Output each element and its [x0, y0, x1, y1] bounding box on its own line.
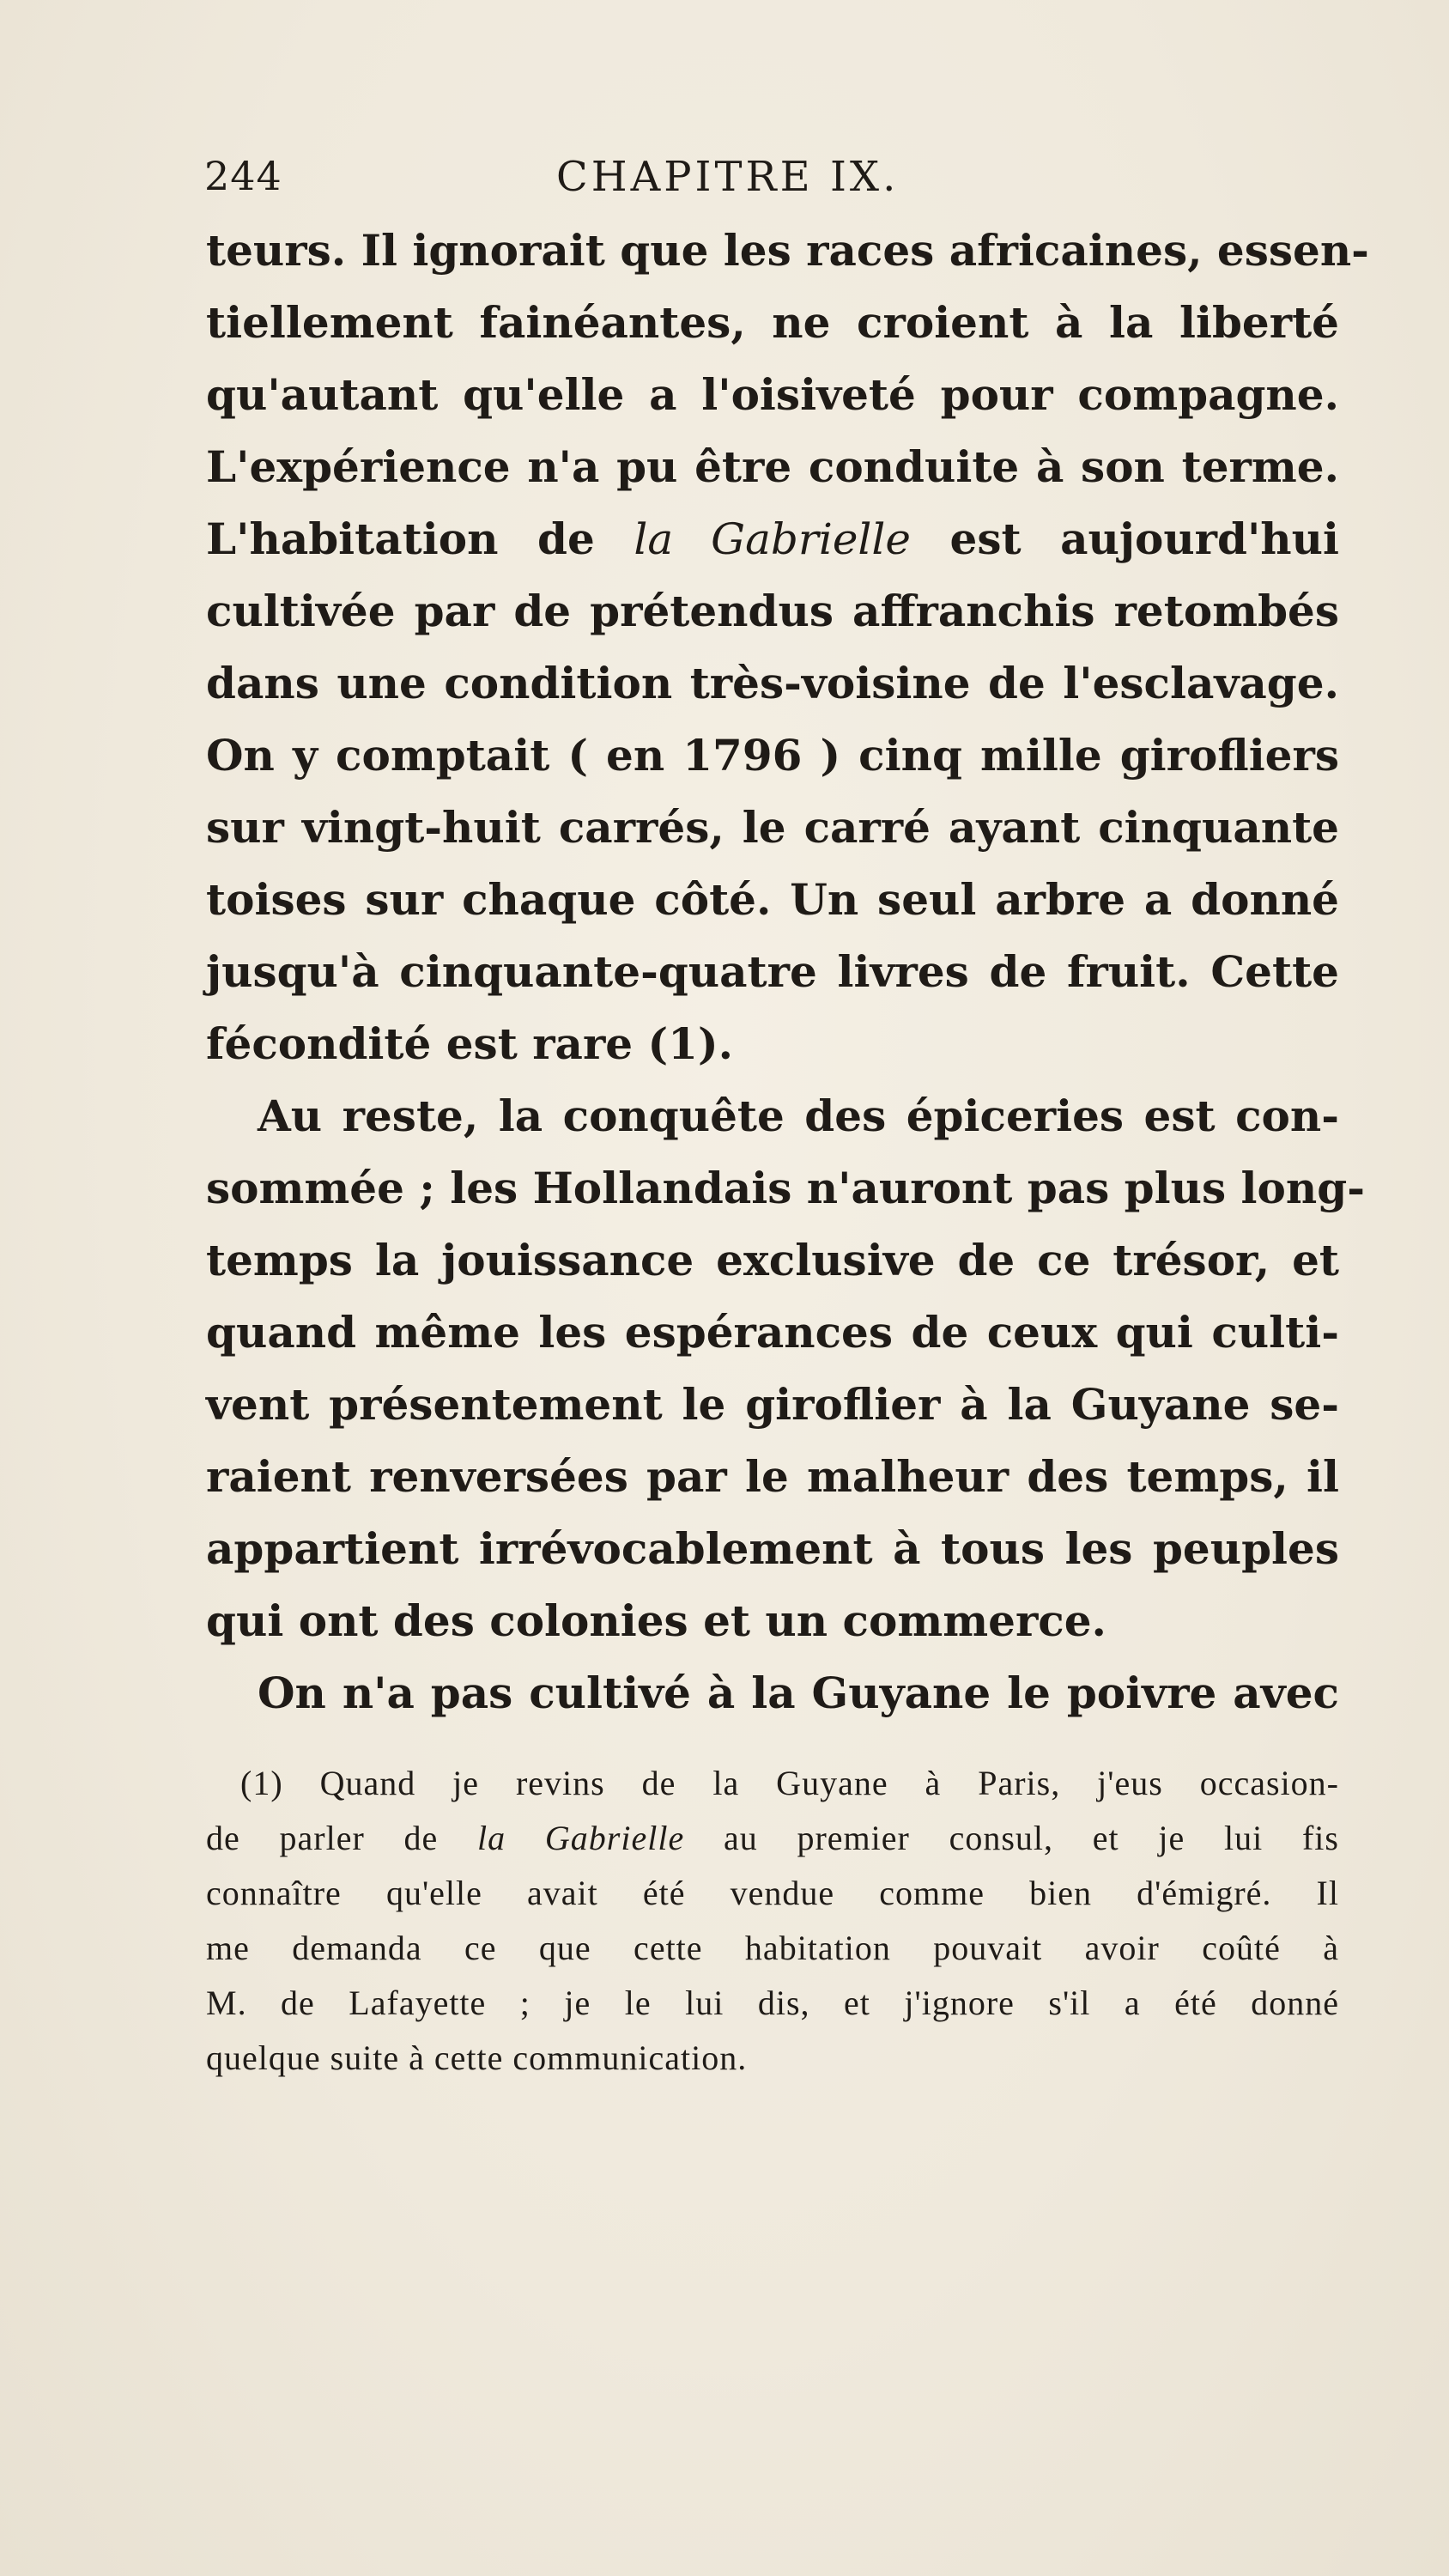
footnote-line: (1) Quand je revins de la Guyane à Paris, j'eus occasion-	[240, 1764, 1339, 1802]
text-line: sur vingt-huit carrés, le carré ayant cinquante	[206, 802, 1339, 853]
body-text	[206, 215, 1369, 1729]
text-line: L'expérience n'a pu être conduite à son terme.	[206, 441, 1339, 492]
italic-title: la Gabrielle	[634, 514, 911, 564]
text-line: sommée ; les Hollandais n'auront pas plus long-	[206, 1163, 1365, 1213]
text-line: On y comptait ( en 1796 ) cinq mille girofliers	[206, 730, 1339, 781]
text-line: teurs. Il ignorait que les races africaines, essen-	[206, 225, 1369, 276]
text-line: appartient irrévocablement à tous les peuples	[206, 1523, 1339, 1574]
footnote	[206, 1756, 1339, 2086]
text-line: raient renversées par le malheur des temps, il	[206, 1451, 1339, 1502]
text-line: qu'autant qu'elle a l'oisiveté pour compagne.	[206, 369, 1339, 420]
text-line: quand même les espérances de ceux qui culti-	[206, 1307, 1339, 1358]
text-fragment: de parler de	[206, 1819, 478, 1857]
text-line: dans une condition très-voisine de l'esclavage.	[206, 658, 1339, 708]
page-number: 244	[204, 153, 282, 199]
text-line: temps la jouissance exclusive de ce trésor, et	[206, 1235, 1339, 1285]
text-fragment: est aujourd'hui	[910, 513, 1339, 564]
italic-title: la Gabrielle	[477, 1819, 685, 1857]
text-line: toises sur chaque côté. Un seul arbre a donné	[206, 874, 1339, 925]
text-line: vent présentement le giroflier à la Guyane se-	[206, 1379, 1339, 1430]
text-fragment: L'habitation de	[206, 513, 634, 564]
text-line: qui ont des colonies et un commerce.	[206, 1595, 1106, 1646]
footnote-line: connaître qu'elle avait été vendue comme bien d'émigré. Il	[206, 1874, 1339, 1912]
text-line: On n'a pas cultivé à la Guyane le poivre avec	[258, 1668, 1339, 1718]
text-fragment: au premier consul, et je lui fis	[684, 1819, 1339, 1857]
running-head: CHAPITRE IX.	[556, 153, 900, 201]
page-header	[204, 153, 1329, 213]
text-line: jusqu'à cinquante-quatre livres de fruit. Cette	[206, 946, 1339, 997]
footnote-line: M. de Lafayette ; je le lui dis, et j'ignore s'il a été donné	[206, 1984, 1339, 2022]
text-line: fécondité est rare (1).	[206, 1018, 734, 1069]
footnote-line	[206, 1811, 1339, 1866]
text-line	[206, 503, 1339, 575]
footnote-line: quelque suite à cette communication.	[206, 2038, 748, 2077]
footnote-line: me demanda ce que cette habitation pouvait avoir coûté à	[206, 1929, 1339, 1967]
text-line: cultivée par de prétendus affranchis retombés	[206, 586, 1339, 636]
text-line: Au reste, la conquête des épiceries est con-	[258, 1091, 1339, 1141]
text-line: tiellement fainéantes, ne croient à la liberté	[206, 297, 1339, 348]
